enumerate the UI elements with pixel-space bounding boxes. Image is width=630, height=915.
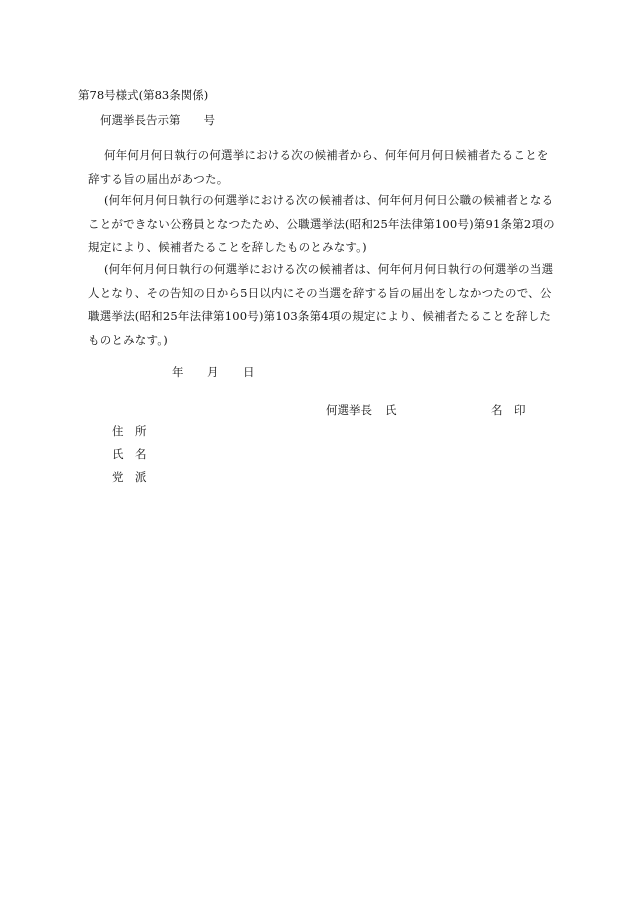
form-header: 第78号様式(第83条関係) xyxy=(78,88,209,102)
official-title: 何選挙長 xyxy=(326,403,372,417)
candidate-party-label: 党 派 xyxy=(112,470,147,484)
date-year: 年 xyxy=(172,365,184,379)
date-month: 月 xyxy=(207,365,219,379)
official-seal-label: 印 xyxy=(514,403,526,417)
date-day: 日 xyxy=(243,365,255,379)
paragraph-notice: 何年何月何日執行の何選挙における次の候補者から、何年何月何日候補者たることを辞する旨の届出があつた。 xyxy=(88,148,549,186)
candidate-name-label: 氏 名 xyxy=(112,447,147,461)
official-given-name-label: 名 xyxy=(491,403,503,417)
official-surname-label: 氏 xyxy=(385,403,397,417)
notice-title: 何選挙長告示第 号 xyxy=(100,113,215,127)
candidate-address-label: 住 所 xyxy=(112,424,147,438)
paragraph-deemed-withdrawal-ineligible: (何年何月何日執行の何選挙における次の候補者は、何年何月何日公職の候補者となることができない公務員となつたため、公職選挙法(昭和25年法律第100号)第91条第2項の規定により、候補者たることを辞したものとみなす。) xyxy=(88,193,555,254)
paragraph-deemed-withdrawal-elected: (何年何月何日執行の何選挙における次の候補者は、何年何月何日執行の何選挙の当選人となり、その告知の日から5日以内にその当選を辞する旨の届出をしなかつたので、公職選挙法(昭和25年法律第100号)第103条第4項の規定により、候補者たることを辞したものとみなす。) xyxy=(88,262,554,347)
